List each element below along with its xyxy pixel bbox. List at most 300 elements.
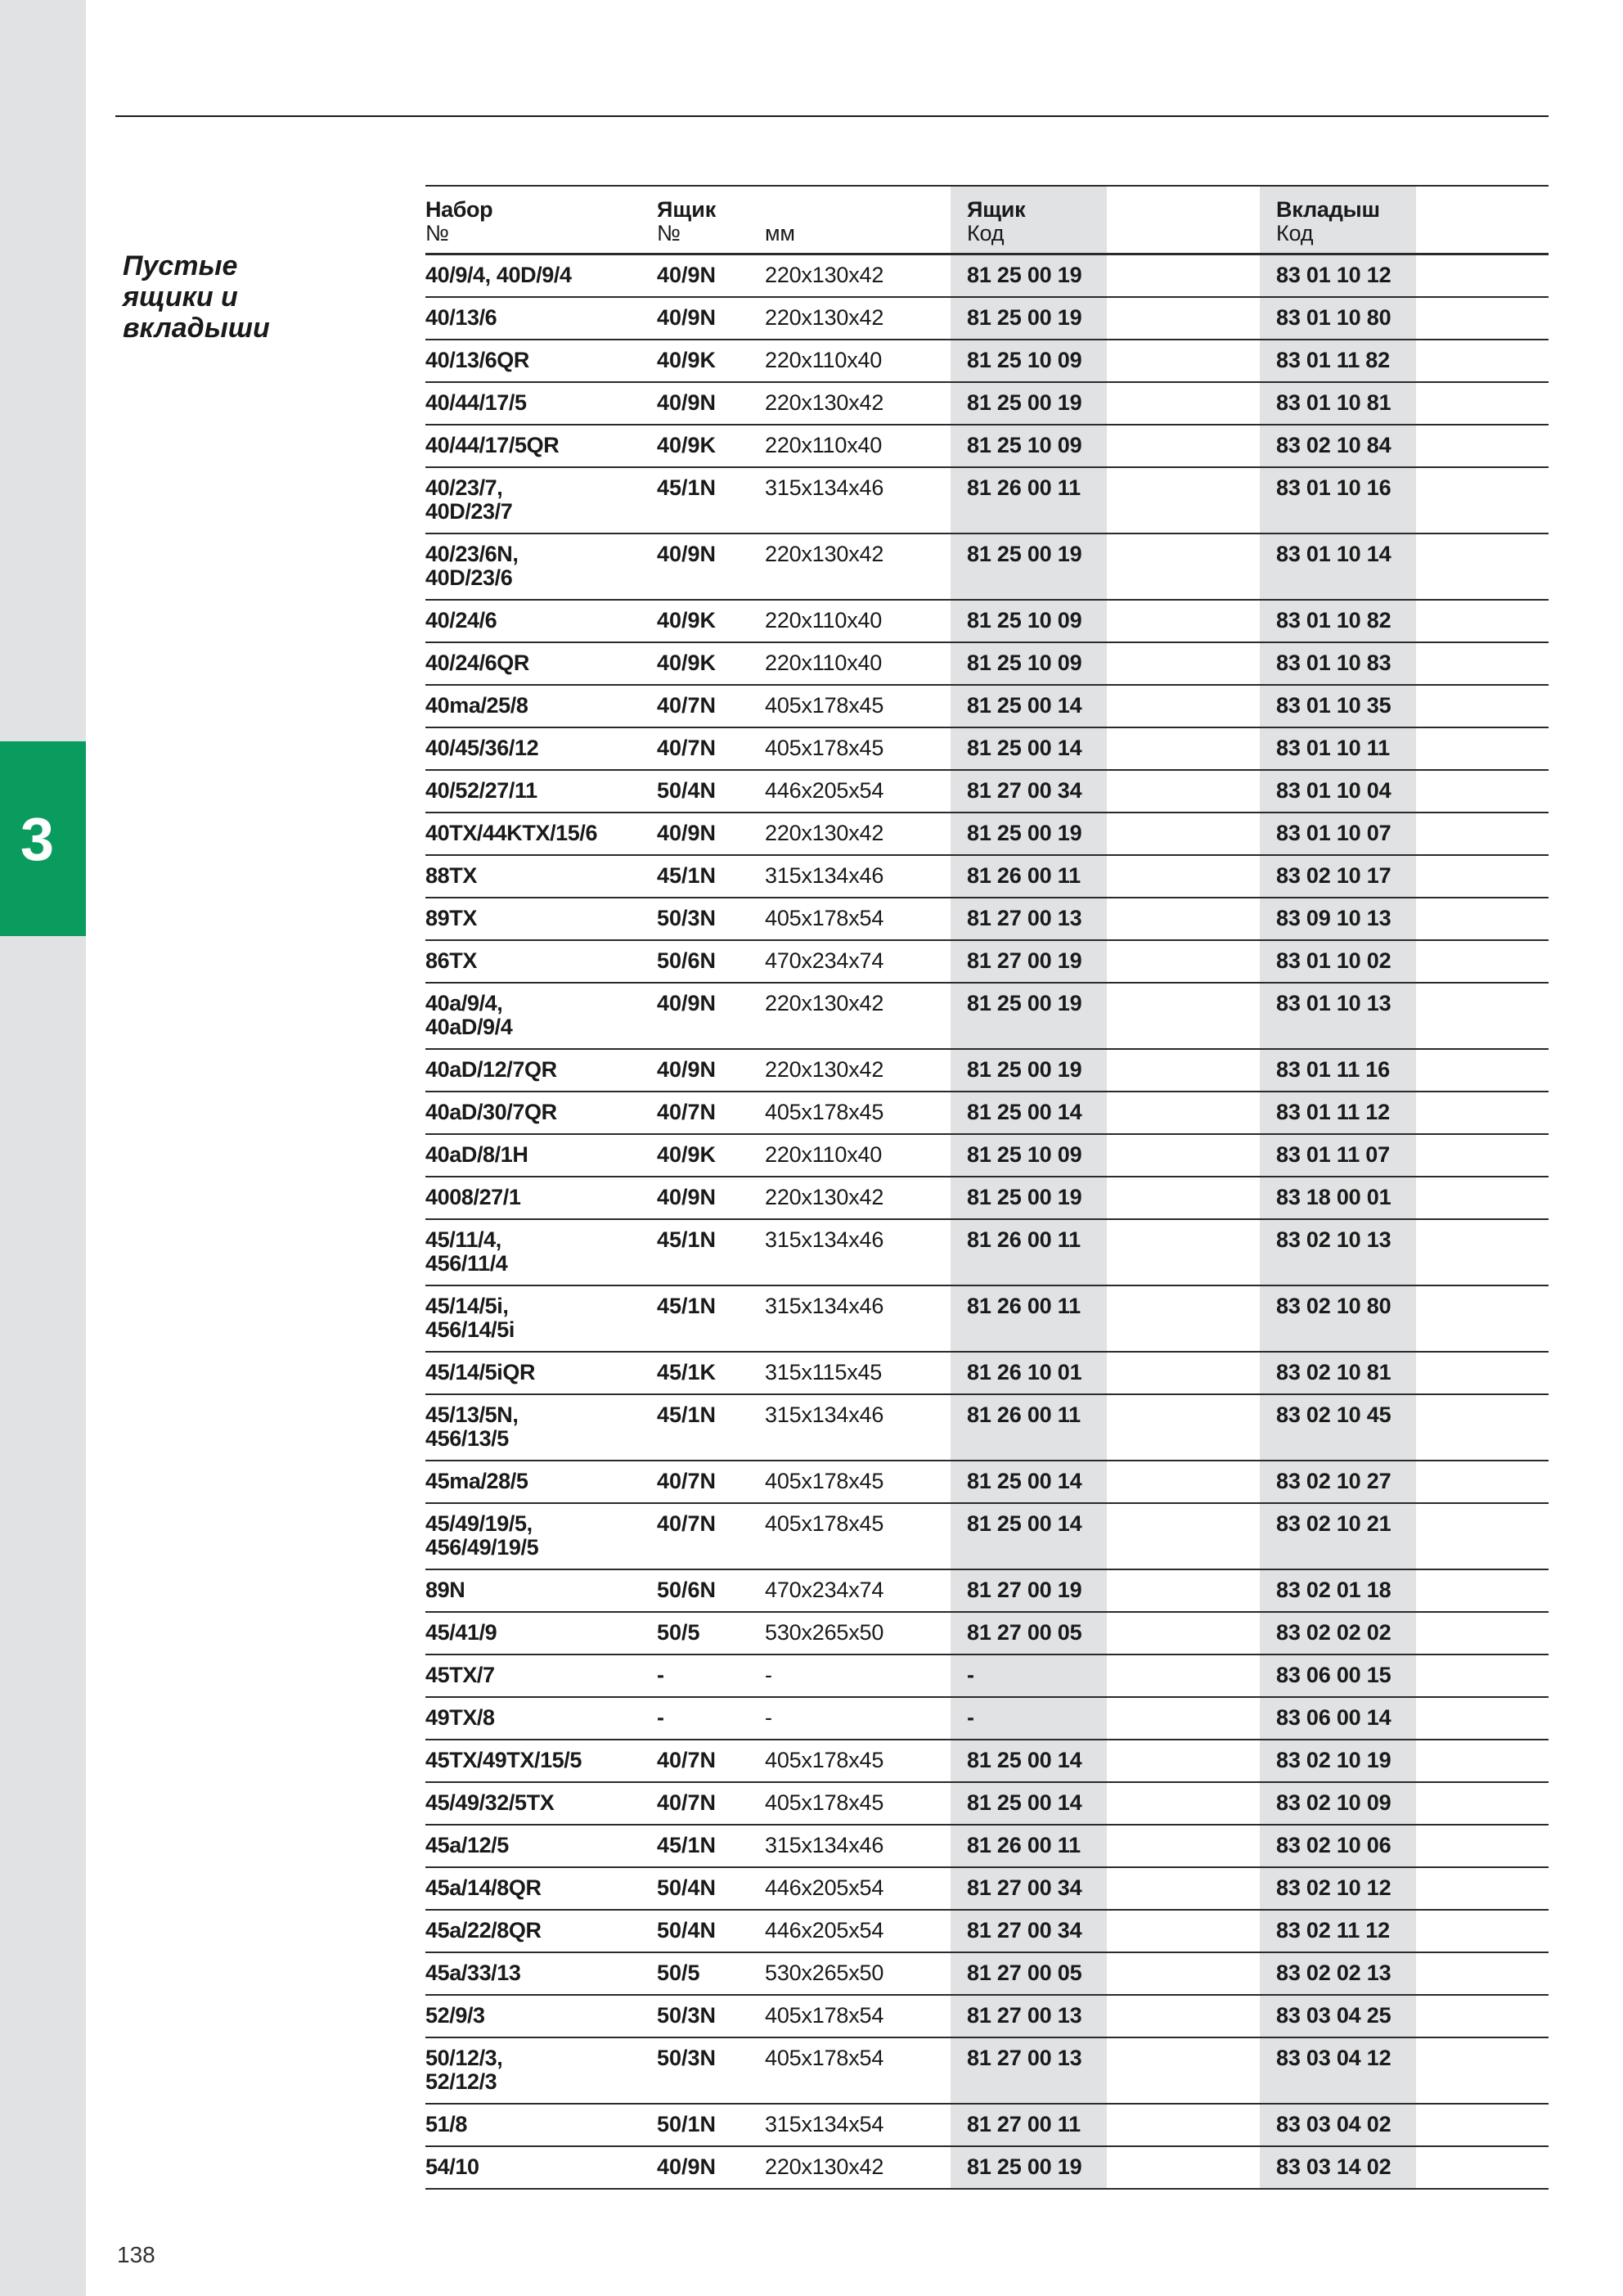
set-number-cell [425, 1143, 654, 1167]
box-size-cell: 405x178x54 [765, 906, 884, 930]
box-size-cell: 220x130x42 [765, 305, 884, 330]
set-number-line: 86TX [425, 948, 477, 973]
insert-code-cell: 83 02 10 12 [1276, 1875, 1391, 1900]
set-number-line: 45/13/5N, [425, 1402, 519, 1427]
box-size-cell: 220x130x42 [765, 390, 884, 415]
set-number-line: 45/14/5i, [425, 1294, 509, 1318]
box-size-cell: - [765, 1705, 772, 1730]
insert-code-cell: 83 06 00 15 [1276, 1663, 1391, 1687]
box-size-cell: 220x130x42 [765, 821, 884, 845]
insert-code-cell: 83 01 11 82 [1276, 348, 1390, 372]
set-number-line: 45a/14/8QR [425, 1875, 542, 1900]
insert-code-cell: 83 03 14 02 [1276, 2154, 1391, 2179]
set-number-cell [425, 1361, 654, 1384]
boxes-inserts-table [425, 185, 1549, 2190]
insert-code-cell: 83 01 10 80 [1276, 305, 1391, 330]
side-margin-bar [0, 0, 86, 2296]
box-number-cell: 40/9K [657, 608, 717, 633]
box-size-cell: 315x134x46 [765, 1227, 884, 1252]
set-number-line: 40aD/12/7QR [425, 1057, 557, 1082]
set-number-cell [425, 992, 654, 1039]
table-row [425, 1353, 1549, 1395]
insert-code-cell: 83 01 10 16 [1276, 475, 1391, 500]
table-header [425, 185, 1549, 255]
box-code-cell: 81 27 00 19 [967, 1578, 1082, 1602]
box-code-cell: 81 26 00 11 [967, 1402, 1081, 1427]
insert-code-cell: 83 01 10 13 [1276, 991, 1391, 1015]
set-number-cell [425, 391, 654, 415]
set-number-cell [425, 1663, 654, 1687]
set-number-line: 51/8 [425, 2112, 467, 2136]
box-number-cell: - [657, 1705, 664, 1730]
box-number-cell: 50/1N [657, 2112, 717, 2136]
table-row [425, 383, 1549, 425]
box-code-cell: 81 25 10 09 [967, 1142, 1082, 1167]
set-number-cell [425, 1834, 654, 1857]
set-number-line: 40/23/6N, [425, 542, 519, 566]
table-row [425, 298, 1549, 340]
set-number-cell [425, 1101, 654, 1124]
insert-code-cell: 83 02 10 06 [1276, 1833, 1391, 1857]
box-number-cell: 50/6N [657, 948, 717, 973]
table-row [425, 1504, 1549, 1570]
section-title-line: Пустые [123, 250, 238, 281]
set-number-line: 40a/9/4, [425, 991, 503, 1015]
set-number-line: 40D/23/7 [425, 499, 513, 524]
set-number-line: 45a/33/13 [425, 1961, 521, 1985]
box-code-cell: 81 27 00 05 [967, 1961, 1082, 1985]
box-number-cell: 40/9N [657, 542, 717, 566]
table-row [425, 1177, 1549, 1220]
box-code-cell: 81 26 00 11 [967, 863, 1081, 888]
box-number-cell: 40/9N [657, 305, 717, 330]
set-number-cell [425, 306, 654, 330]
set-number-cell [425, 1961, 654, 1985]
insert-code-cell: 83 02 10 81 [1276, 1360, 1391, 1384]
box-code-cell: 81 25 10 09 [967, 651, 1082, 675]
set-number-line: 49TX/8 [425, 1705, 495, 1730]
set-number-line: 40/45/36/12 [425, 736, 539, 760]
set-number-line: 456/13/5 [425, 1426, 509, 1451]
box-code-cell: 81 25 00 19 [967, 1185, 1082, 1209]
header-box-sub: № [657, 221, 681, 245]
table-row [425, 686, 1549, 728]
table-row [425, 1395, 1549, 1461]
insert-code-cell: 83 01 10 02 [1276, 948, 1391, 973]
box-size-cell: 530x265x50 [765, 1961, 884, 1985]
box-size-cell: 315x134x54 [765, 2112, 884, 2136]
section-title-line: вкладыши [123, 313, 270, 344]
set-number-cell [425, 864, 654, 888]
table-row [425, 728, 1549, 771]
box-size-cell: 405x178x45 [765, 693, 884, 718]
box-size-cell: 220x130x42 [765, 542, 884, 566]
table-row [425, 1868, 1549, 1911]
box-size-cell: 220x110x40 [765, 1142, 883, 1167]
set-number-line: 40aD/8/1H [425, 1142, 528, 1167]
box-code-cell: 81 25 00 14 [967, 1511, 1082, 1536]
table-row [425, 1570, 1549, 1613]
set-number-line: 40ma/25/8 [425, 693, 528, 718]
set-number-cell [425, 1470, 654, 1493]
set-number-cell [425, 736, 654, 760]
set-number-line: 45a/12/5 [425, 1833, 509, 1857]
table-row [425, 1613, 1549, 1655]
box-size-cell: 405x178x45 [765, 1790, 884, 1815]
table-body [425, 255, 1549, 2190]
set-number-cell [425, 476, 654, 524]
set-number-line: 88TX [425, 863, 477, 888]
insert-code-cell: 83 01 11 12 [1276, 1100, 1390, 1124]
table-row [425, 1698, 1549, 1740]
page-number: 138 [117, 2242, 155, 2267]
box-number-cell: 40/9N [657, 991, 717, 1015]
box-number-cell: 50/4N [657, 1918, 717, 1943]
set-number-cell [425, 779, 654, 803]
table-row [425, 2038, 1549, 2105]
insert-code-cell: 83 03 04 02 [1276, 2112, 1391, 2136]
insert-code-cell: 83 03 04 25 [1276, 2003, 1391, 2028]
box-code-cell: - [967, 1663, 974, 1687]
set-number-line: 45TX/7 [425, 1663, 495, 1687]
box-number-cell: 40/9N [657, 390, 717, 415]
box-size-cell: 470x234x74 [765, 948, 884, 973]
table-row [425, 813, 1549, 856]
set-number-cell [425, 2113, 654, 2136]
box-size-cell: 405x178x45 [765, 736, 884, 760]
set-number-cell [425, 1919, 654, 1943]
insert-code-cell: 83 01 10 07 [1276, 821, 1391, 845]
box-size-cell: 405x178x45 [765, 1469, 884, 1493]
set-number-line: 40/44/17/5 [425, 390, 527, 415]
box-number-cell: 40/9N [657, 263, 717, 287]
box-number-cell: 50/6N [657, 1578, 717, 1602]
box-number-cell: 50/4N [657, 1875, 717, 1900]
table-row [425, 941, 1549, 984]
box-number-cell: 50/3N [657, 2046, 717, 2070]
box-number-cell: - [657, 1663, 664, 1687]
header-insert-code [1276, 198, 1415, 245]
table-row [425, 1783, 1549, 1826]
box-number-cell: 40/7N [657, 1100, 717, 1124]
box-number-cell: 40/9K [657, 348, 717, 372]
box-code-cell: 81 25 00 14 [967, 1100, 1082, 1124]
box-code-cell: 81 27 00 34 [967, 778, 1082, 803]
box-number-cell: 40/9K [657, 651, 717, 675]
box-size-cell: 220x130x42 [765, 1057, 884, 1082]
insert-code-cell: 83 06 00 14 [1276, 1705, 1391, 1730]
box-size-cell: 446x205x54 [765, 1918, 884, 1943]
box-number-cell: 45/1N [657, 1294, 717, 1318]
box-size-cell: 405x178x54 [765, 2046, 884, 2070]
header-size-sub: мм [765, 221, 795, 245]
set-number-line: 40/9/4, 40D/9/4 [425, 263, 572, 287]
table-row [425, 255, 1549, 298]
box-size-cell: 220x130x42 [765, 2154, 884, 2179]
table-row [425, 1092, 1549, 1135]
box-size-cell: 315x134x46 [765, 1294, 884, 1318]
insert-code-cell: 83 18 00 01 [1276, 1185, 1391, 1209]
table-row [425, 1996, 1549, 2038]
table-row [425, 2147, 1549, 2190]
set-number-line: 40/24/6 [425, 608, 497, 633]
set-number-cell [425, 542, 654, 590]
box-size-cell: 530x265x50 [765, 1620, 884, 1645]
header-box [657, 198, 763, 245]
box-size-cell: - [765, 1663, 772, 1687]
box-code-cell: - [967, 1705, 974, 1730]
header-insert-code-sub: Код [1276, 221, 1314, 245]
box-code-cell: 81 26 00 11 [967, 1294, 1081, 1318]
box-size-cell: 315x115x45 [765, 1360, 883, 1384]
box-code-cell: 81 25 10 09 [967, 348, 1082, 372]
table-row [425, 1135, 1549, 1177]
set-number-cell [425, 434, 654, 457]
box-number-cell: 45/1N [657, 1402, 717, 1427]
box-number-cell: 50/3N [657, 2003, 717, 2028]
set-number-line: 45/14/5iQR [425, 1360, 536, 1384]
section-title [123, 250, 368, 344]
header-size-title [765, 198, 937, 222]
set-number-line: 54/10 [425, 2154, 479, 2179]
box-number-cell: 40/9K [657, 433, 717, 457]
set-number-line: 40aD/9/4 [425, 1015, 513, 1039]
box-size-cell: 315x134x46 [765, 475, 884, 500]
insert-code-cell: 83 02 10 17 [1276, 863, 1391, 888]
insert-code-cell: 83 01 11 16 [1276, 1057, 1390, 1082]
set-number-line: 40/23/7, [425, 475, 503, 500]
header-box-code-sub: Код [967, 221, 1005, 245]
header-box-title: Ящик [657, 197, 717, 222]
set-number-cell [425, 263, 654, 287]
box-number-cell: 50/3N [657, 906, 717, 930]
box-size-cell: 446x205x54 [765, 778, 884, 803]
set-number-cell [425, 907, 654, 930]
box-code-cell: 81 27 00 19 [967, 948, 1082, 973]
box-size-cell: 405x178x45 [765, 1748, 884, 1772]
box-code-cell: 81 26 00 11 [967, 475, 1081, 500]
box-number-cell: 40/7N [657, 1511, 717, 1536]
box-number-cell: 40/7N [657, 1748, 717, 1772]
header-box-code [967, 198, 1106, 245]
set-number-cell [425, 1791, 654, 1815]
box-code-cell: 81 25 00 19 [967, 821, 1082, 845]
set-number-cell [425, 1186, 654, 1209]
table-row [425, 984, 1549, 1050]
set-number-cell [425, 949, 654, 973]
set-number-line: 45ma/28/5 [425, 1469, 528, 1493]
set-number-line: 40/52/27/11 [425, 778, 537, 803]
box-code-cell: 81 25 00 19 [967, 542, 1082, 566]
box-size-cell: 220x110x40 [765, 433, 883, 457]
box-size-cell: 220x110x40 [765, 348, 883, 372]
insert-code-cell: 83 01 11 07 [1276, 1142, 1390, 1167]
box-code-cell: 81 25 00 19 [967, 2154, 1082, 2179]
box-number-cell: 40/7N [657, 693, 717, 718]
set-number-cell [425, 1749, 654, 1772]
set-number-cell [425, 1876, 654, 1900]
insert-code-cell: 83 01 10 35 [1276, 693, 1391, 718]
box-size-cell: 220x130x42 [765, 991, 884, 1015]
box-code-cell: 81 27 00 34 [967, 1875, 1082, 1900]
box-number-cell: 50/5 [657, 1961, 700, 1985]
set-number-cell [425, 2046, 654, 2094]
box-code-cell: 81 25 10 09 [967, 433, 1082, 457]
table-row [425, 898, 1549, 941]
set-number-line: 45/41/9 [425, 1620, 497, 1645]
box-number-cell: 40/9N [657, 821, 717, 845]
box-size-cell: 220x130x42 [765, 263, 884, 287]
insert-code-cell: 83 01 10 81 [1276, 390, 1391, 415]
insert-code-cell: 83 01 10 04 [1276, 778, 1391, 803]
header-set-sub: № [425, 221, 449, 245]
box-code-cell: 81 25 00 14 [967, 693, 1082, 718]
set-number-line: 45/49/19/5, [425, 1511, 533, 1536]
set-number-cell [425, 1403, 654, 1451]
set-number-line: 456/49/19/5 [425, 1535, 539, 1560]
box-code-cell: 81 25 00 19 [967, 1057, 1082, 1082]
box-size-cell: 405x178x45 [765, 1511, 884, 1536]
box-number-cell: 45/1N [657, 1227, 717, 1252]
box-number-cell: 45/1N [657, 1833, 717, 1857]
table-row [425, 856, 1549, 898]
box-size-cell: 405x178x54 [765, 2003, 884, 2028]
box-number-cell: 40/9N [657, 2154, 717, 2179]
set-number-cell [425, 349, 654, 372]
box-number-cell: 45/1N [657, 475, 717, 500]
table-row [425, 340, 1549, 383]
box-size-cell: 315x134x46 [765, 1402, 884, 1427]
box-size-cell: 220x110x40 [765, 608, 883, 633]
insert-code-cell: 83 01 10 82 [1276, 608, 1391, 633]
box-number-cell: 50/5 [657, 1620, 700, 1645]
box-size-cell: 315x134x46 [765, 1833, 884, 1857]
box-code-cell: 81 25 00 19 [967, 991, 1082, 1015]
insert-code-cell: 83 02 02 02 [1276, 1620, 1391, 1645]
box-code-cell: 81 27 00 13 [967, 906, 1082, 930]
table-row [425, 1286, 1549, 1353]
box-number-cell: 40/9N [657, 1057, 717, 1082]
table-row [425, 1220, 1549, 1286]
set-number-line: 456/11/4 [425, 1251, 508, 1276]
set-number-cell [425, 2004, 654, 2028]
chapter-tab [0, 741, 86, 936]
table-row [425, 425, 1549, 468]
set-number-line: 52/12/3 [425, 2069, 497, 2094]
box-code-cell: 81 26 00 11 [967, 1833, 1081, 1857]
insert-code-cell: 83 02 10 09 [1276, 1790, 1391, 1815]
insert-code-cell: 83 02 10 84 [1276, 433, 1391, 457]
table-row [425, 1050, 1549, 1092]
set-number-line: 40D/23/6 [425, 565, 513, 590]
header-size [765, 198, 937, 245]
insert-code-cell: 83 02 10 21 [1276, 1511, 1391, 1536]
box-code-cell: 81 27 00 11 [967, 2112, 1081, 2136]
box-number-cell: 40/7N [657, 736, 717, 760]
insert-code-cell: 83 02 10 45 [1276, 1402, 1391, 1427]
box-number-cell: 50/4N [657, 778, 717, 803]
set-number-line: 40/24/6QR [425, 651, 529, 675]
box-code-cell: 81 25 00 19 [967, 263, 1082, 287]
set-number-cell [425, 1706, 654, 1730]
box-size-cell: 446x205x54 [765, 1875, 884, 1900]
set-number-line: 45/49/32/5TX [425, 1790, 555, 1815]
table-row [425, 2105, 1549, 2147]
box-number-cell: 45/1K [657, 1360, 717, 1384]
set-number-line: 4008/27/1 [425, 1185, 521, 1209]
box-number-cell: 45/1N [657, 863, 717, 888]
set-number-line: 45TX/49TX/15/5 [425, 1748, 582, 1772]
set-number-line: 89TX [425, 906, 477, 930]
set-number-line: 89N [425, 1578, 465, 1602]
box-code-cell: 81 27 00 13 [967, 2003, 1082, 2028]
table-row [425, 1461, 1549, 1504]
header-set-title: Набор [425, 197, 493, 222]
set-number-line: 40/13/6 [425, 305, 497, 330]
table-row [425, 1911, 1549, 1953]
set-number-cell [425, 1578, 654, 1602]
box-size-cell: 220x130x42 [765, 1185, 884, 1209]
insert-code-cell: 83 02 10 27 [1276, 1469, 1391, 1493]
header-set [425, 198, 654, 245]
set-number-cell [425, 694, 654, 718]
box-code-cell: 81 27 00 05 [967, 1620, 1082, 1645]
insert-code-cell: 83 01 10 14 [1276, 542, 1391, 566]
box-code-cell: 81 25 00 19 [967, 305, 1082, 330]
box-size-cell: 315x134x46 [765, 863, 884, 888]
insert-code-cell: 83 02 11 12 [1276, 1918, 1390, 1943]
box-number-cell: 40/9K [657, 1142, 717, 1167]
set-number-line: 45/11/4, [425, 1227, 501, 1252]
box-code-cell: 81 26 00 11 [967, 1227, 1081, 1252]
set-number-line: 40aD/30/7QR [425, 1100, 557, 1124]
set-number-cell [425, 1512, 654, 1560]
insert-code-cell: 83 02 01 18 [1276, 1578, 1391, 1602]
box-code-cell: 81 25 00 14 [967, 736, 1082, 760]
set-number-line: 50/12/3, [425, 2046, 503, 2070]
box-size-cell: 220x110x40 [765, 651, 883, 675]
table-row [425, 771, 1549, 813]
set-number-line: 40TX/44KTX/15/6 [425, 821, 598, 845]
table-row [425, 1826, 1549, 1868]
set-number-cell [425, 1621, 654, 1645]
insert-code-cell: 83 02 10 19 [1276, 1748, 1391, 1772]
box-code-cell: 81 25 00 14 [967, 1790, 1082, 1815]
insert-code-cell: 83 03 04 12 [1276, 2046, 1391, 2070]
set-number-cell [425, 1058, 654, 1082]
set-number-line: 456/14/5i [425, 1317, 515, 1342]
set-number-line: 52/9/3 [425, 2003, 485, 2028]
insert-code-cell: 83 01 10 12 [1276, 263, 1391, 287]
table-row [425, 1655, 1549, 1698]
table-row [425, 643, 1549, 686]
table-row [425, 1740, 1549, 1783]
set-number-line: 40/13/6QR [425, 348, 529, 372]
top-divider [115, 115, 1549, 117]
box-code-cell: 81 25 00 14 [967, 1748, 1082, 1772]
set-number-cell [425, 1294, 654, 1342]
box-code-cell: 81 25 00 14 [967, 1469, 1082, 1493]
table-row [425, 534, 1549, 601]
section-title-line: ящики и [123, 281, 238, 313]
insert-code-cell: 83 02 10 80 [1276, 1294, 1391, 1318]
box-size-cell: 470x234x74 [765, 1578, 884, 1602]
box-code-cell: 81 26 10 01 [967, 1360, 1082, 1384]
set-number-cell [425, 1228, 654, 1276]
insert-code-cell: 83 09 10 13 [1276, 906, 1391, 930]
box-code-cell: 81 25 00 19 [967, 390, 1082, 415]
box-size-cell: 405x178x45 [765, 1100, 884, 1124]
